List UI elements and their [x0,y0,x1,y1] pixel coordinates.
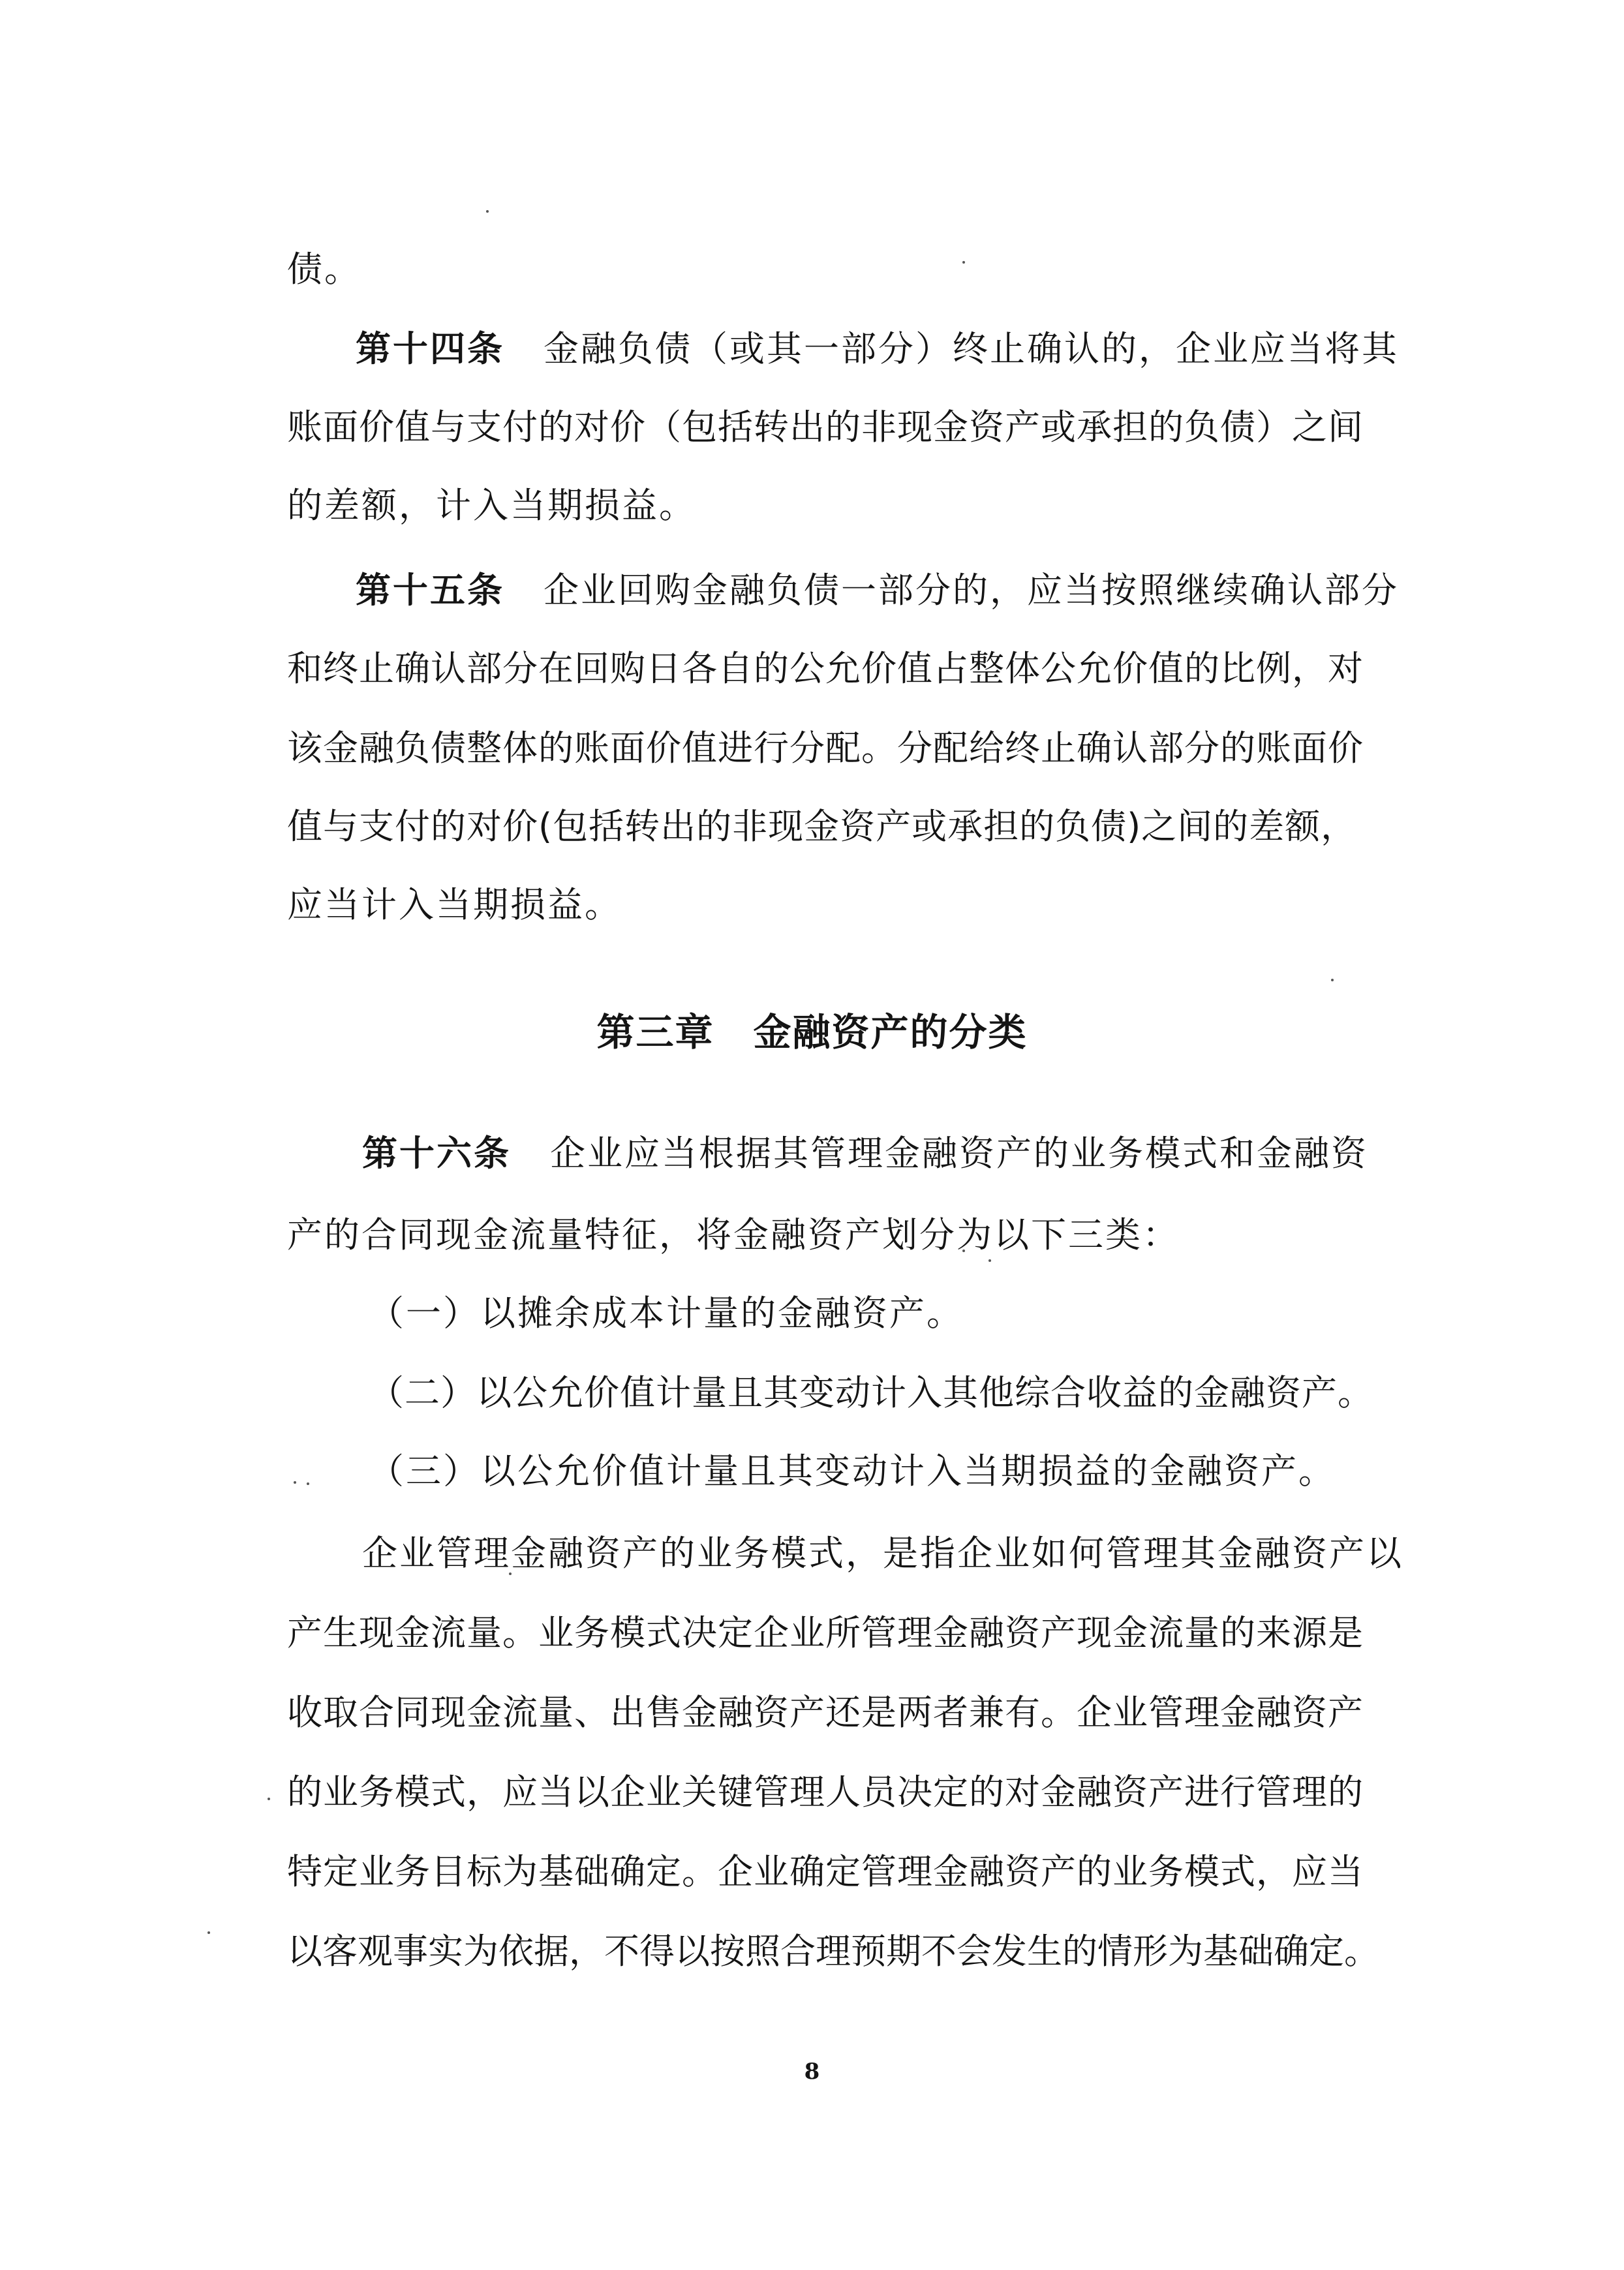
text-line: 产的合同现金流量特征，将金融资产划分为以下三类： [287,1214,1180,1255]
text-line: 的差额，计入当期损益。 [287,485,696,526]
text-line: 该金融负债整体的账面价值进行分配。分配给终止确认部分的账面价 [287,728,1364,769]
text-line: 特定业务目标为基础确定。企业确定管理金融资产的业务模式，应当 [287,1851,1364,1892]
text-line: 应当计入当期损益。 [287,884,622,925]
scan-speck [486,210,489,213]
text-line [362,1126,1368,1176]
text-line: 债。 [287,249,361,290]
scan-speck [307,1482,309,1485]
scan-speck [294,1481,296,1484]
article-heading: 第十四条 [356,328,504,369]
chapter-title: 金融资产的分类 [753,1010,1028,1054]
scan-speck [962,261,965,264]
scan-speck [1331,979,1334,981]
text-line: 账面价值与支付的对价（包括转出的非现金资产或承担的负债）之间 [287,406,1364,448]
text-line [356,321,1399,371]
text-line: 和终止确认部分在回购日各自的公允价值占整体公允价值的比例，对 [287,648,1364,689]
scan-speck [268,1798,270,1800]
article-text: 金融负债（或其一部分）终止确认的，企业应当将其 [544,328,1399,369]
scan-speck [207,1931,210,1934]
list-item: （三）以公允价值计量且其变动计入当期损益的金融资产。 [369,1450,1336,1492]
article-text: 企业回购金融负债一部分的，应当按照继续确认部分 [544,570,1399,611]
text-line: 企业管理金融资产的业务模式，是指企业如何管理其金融资产以 [362,1533,1403,1574]
article-text: 企业应当根据其管理金融资产的业务模式和金融资 [550,1133,1368,1174]
text-line: 产生现金流量。业务模式决定企业所管理金融资产现金流量的来源是 [287,1612,1364,1653]
text-line: 收取合同现金流量、出售金融资产还是两者兼有。企业管理金融资产 [287,1692,1364,1733]
scan-speck [988,1259,991,1262]
chapter-number: 第三章 [596,1010,714,1054]
chapter-heading [0,1002,1624,1056]
text-line: 的业务模式，应当以企业关键管理人员决定的对金融资产进行管理的 [287,1772,1364,1813]
text-line [356,562,1399,613]
list-item: （二）以公允价值计量且其变动计入其他综合收益的金融资产。 [369,1372,1373,1413]
page-number: 8 [804,2059,820,2085]
list-item: （一）以摊余成本计量的金融资产。 [369,1293,964,1334]
text-line: 以客观事实为依据，不得以按照合理预期不会发生的情形为基础确定。 [287,1931,1379,1972]
article-heading: 第十六条 [362,1133,511,1174]
article-heading: 第十五条 [356,570,504,611]
text-line: 值与支付的对价(包括转出的非现金资产或承担的负债)之间的差额， [287,806,1357,847]
